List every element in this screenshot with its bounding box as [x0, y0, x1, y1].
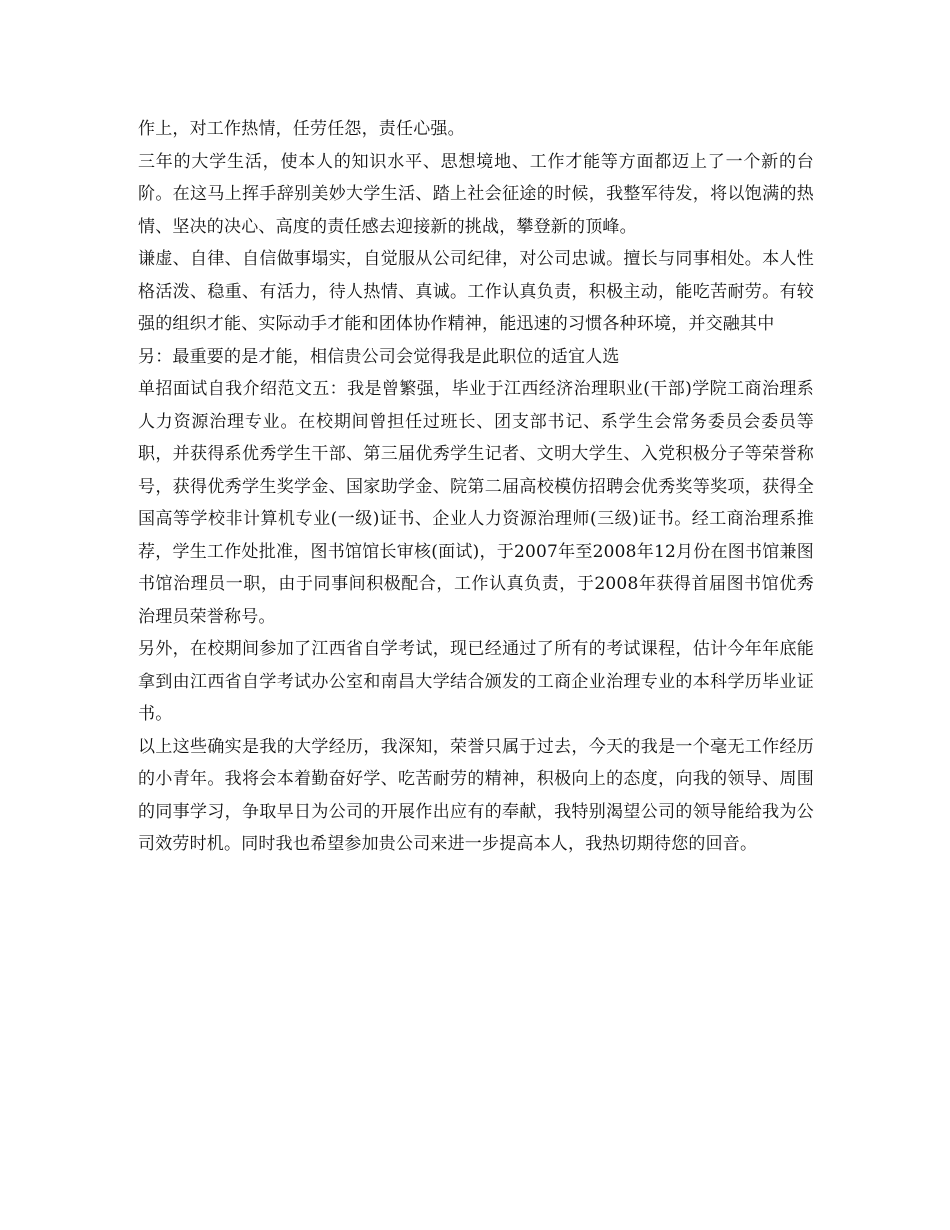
document-body: [138, 113, 814, 861]
paragraph-ability-note: 另：最重要的是才能，相信贵公司会觉得我是此职位的适宜人选: [138, 346, 620, 367]
paragraph-personality: 谦虚、自律、自信做事塌实，自觉服从公司纪律，对公司忠诚。擅长与同事相处。本人性格活泼、稳重、有活力，待人热情、真诚。工作认真负责，积极主动，能吃苦耐劳。有较强的组织才能、实际动手才能和团体协作精神，能迅速的习惯各种环境，并交融其中: [138, 249, 814, 334]
paragraph-closing: 以上这些确实是我的大学经历，我深知，荣誉只属于过去，今天的我是一个毫无工作经历的小青年。我将会本着勤奋好学、吃苦耐劳的精神，积极向上的态度，向我的领导、周围的同事学习，争取早日为公司的开展作出应有的奉献，我特别渴望公司的领导能给我为公司效劳时机。同时我也希望参加贵公司来进一步提高本人，我热切期待您的回音。: [138, 736, 814, 854]
paragraph-self-study-exam: 另外，在校期间参加了江西省自学考试，现已经通过了所有的考试课程，估计今年年底能拿到由江西省自学考试办公室和南昌大学结合颁发的工商企业治理专业的本科学历毕业证书。: [138, 639, 814, 724]
paragraph-college-life: 三年的大学生活，使本人的知识水平、思想境地、工作才能等方面都迈上了一个新的台阶。在这马上挥手辞别美妙大学生活、踏上社会征途的时候，我整军待发，将以饱满的热情、坚决的决心、高度的责任感去迎接新的挑战，攀登新的顶峰。: [138, 151, 814, 237]
paragraph-sample-five: 单招面试自我介绍范文五：我是曾繁强，毕业于江西经济治理职业(干部)学院工商治理系人力资源治理专业。在校期间曾担任过班长、团支部书记、系学生会常务委员会委员等职，并获得系优秀学生干部、第三届优秀学生记者、文明大学生、入党积极分子等荣誉称号，获得优秀学生奖学金、国家助学金、院第二届高校模仿招聘会优秀奖等奖项，获得全国高等学校非计算机专业(一级)证书、企业人力资源治理师(三级)证书。经工商治理系推荐，学生工作处批准，图书馆馆长审核(面试)，于2007年至2008年12月份在图书馆兼图书馆治理员一职，由于同事间积极配合，工作认真负责，于2008年获得首届图书馆优秀治理员荣誉称号。: [138, 379, 814, 627]
paragraph-work-attitude: 作上，对工作热情，任劳任怨，责任心强。: [138, 119, 465, 139]
